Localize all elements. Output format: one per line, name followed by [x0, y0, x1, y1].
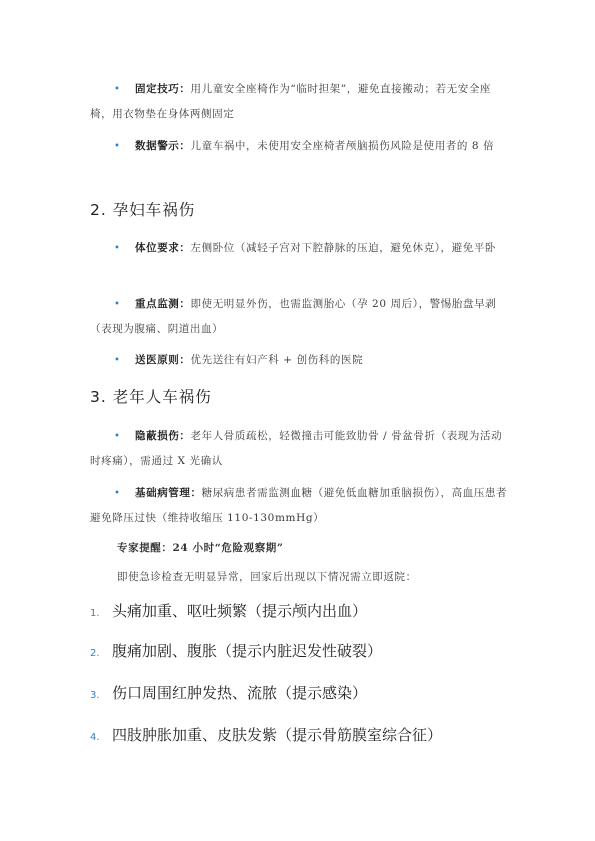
warning-number: 2. [90, 648, 100, 659]
warning-number: 3. [90, 690, 100, 701]
bullet-dot: • [114, 431, 120, 442]
section-heading-pregnant: 2. 孕妇车祸伤 [90, 201, 196, 219]
bullet-chronic-disease [90, 481, 510, 531]
bullet-dot: • [114, 299, 120, 310]
bullet-dot: • [114, 488, 120, 499]
bullet-dot: • [114, 355, 120, 366]
bullet-data-warning [90, 134, 510, 159]
bullet-text: 儿童车祸中，未使用安全座椅者颅脑损伤风险是使用者的 8 倍 [190, 140, 495, 152]
bullet-term: 体位要求： [135, 242, 191, 254]
bullet-term: 基础病管理： [135, 487, 202, 499]
expert-reminder-paragraph: 即使急诊检查无明显异常，回家后出现以下情况需立即返院： [117, 571, 417, 583]
bullet-text: 老年人骨质疏松，轻微撞击可能致肋骨 / 骨盆骨折（表现为活动时疼痛），需通过 X 光确认 [90, 430, 503, 467]
warning-number: 4. [90, 732, 100, 743]
bullet-hidden-injury [90, 424, 510, 474]
bullet-term: 送医原则： [135, 354, 191, 366]
bullet-text: 糖尿病患者需监测血糖（避免低血糖加重脑损伤），高血压患者避免降压过快（维持收缩压 110-130mmHg） [90, 487, 508, 524]
warning-text: 腹痛加剧、腹胀（提示内脏迟发性破裂） [112, 642, 383, 660]
bullet-term: 重点监测： [135, 298, 191, 310]
section-heading-elderly: 3. 老年人车祸伤 [90, 388, 212, 406]
bullet-hospital-principle [90, 348, 510, 373]
bullet-text: 优先送往有妇产科 + 创伤科的医院 [190, 354, 364, 366]
warning-number: 1. [90, 608, 100, 619]
warning-item [90, 640, 382, 665]
bullet-fixing-technique [90, 77, 510, 127]
bullet-dot: • [114, 243, 120, 254]
bullet-term: 数据警示： [135, 140, 191, 152]
warning-item [90, 682, 367, 707]
bullet-body-position [90, 236, 510, 261]
warning-text: 四肢肿胀加重、皮肤发紫（提示骨筋膜室综合征） [112, 726, 443, 744]
bullet-text: 左侧卧位（减轻子宫对下腔静脉的压迫，避免休克），避免平卧 [190, 242, 497, 254]
bullet-term: 固定技巧： [135, 83, 191, 95]
expert-reminder-title: 专家提醒：24 小时“危险观察期” [117, 542, 284, 554]
warning-text: 伤口周围红肿发热、流脓（提示感染） [112, 684, 368, 702]
warning-text: 头痛加重、呕吐频繁（提示颅内出血） [112, 602, 368, 620]
warning-item [90, 724, 442, 749]
bullet-dot: • [114, 84, 120, 95]
bullet-dot: • [114, 141, 120, 152]
warning-item [90, 600, 367, 625]
bullet-text: 即使无明显外伤，也需监测胎心（孕 20 周后），警惕胎盘早剥（表现为腹痛、阴道出血） [90, 298, 497, 335]
bullet-text: 用儿童安全座椅作为“临时担架”，避免直接搬动；若无安全座椅，用衣物垫在身体两侧固定 [90, 83, 492, 120]
bullet-term: 隐蔽损伤： [135, 430, 191, 442]
bullet-key-monitoring [90, 292, 510, 342]
